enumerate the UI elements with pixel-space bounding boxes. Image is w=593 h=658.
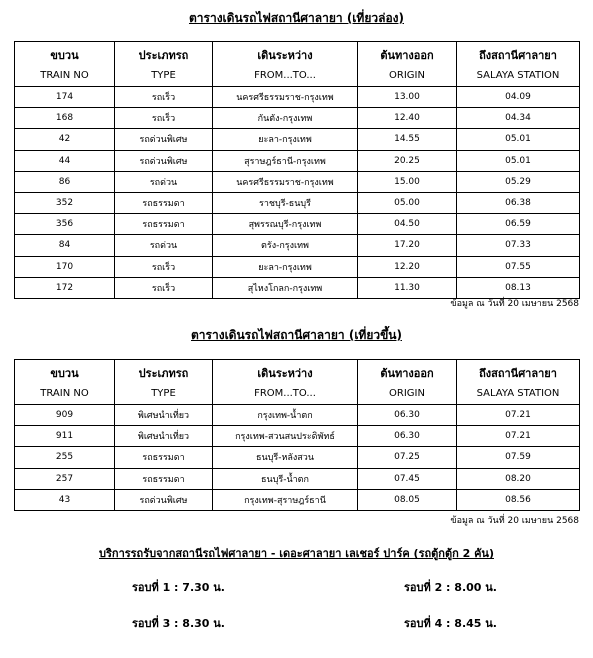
origin-cell: 06.30 [358, 405, 457, 426]
train-no-cell: 43 [15, 489, 115, 510]
route-cell: ธนบุรี-หลังสวน [213, 447, 358, 468]
header-type-en: TYPE [115, 382, 213, 405]
train-no-cell: 257 [15, 468, 115, 489]
arrival-cell: 05.29 [457, 171, 580, 192]
down-schedule-title: ตารางเดินรถไฟสถานีศาลายา (เที่ยวล่อง) [188, 11, 404, 25]
shuttle-trip-2: รอบที่ 2 : 8.00 น. [404, 581, 497, 594]
route-cell: กันตัง-กรุงเทพ [213, 108, 358, 129]
shuttle-trip-4: รอบที่ 4 : 8.45 น. [404, 617, 497, 630]
up-schedule-title: ตารางเดินรถไฟสถานีศาลายา (เที่ยวขึ้น) [191, 328, 402, 342]
arrival-cell: 07.55 [457, 256, 580, 277]
type-cell: รถธรรมดา [115, 447, 213, 468]
train-no-cell: 352 [15, 192, 115, 213]
type-cell: รถธรรมดา [115, 214, 213, 235]
route-cell: กรุงเทพ-สุราษฎร์ธานี [213, 489, 358, 510]
train-no-cell: 911 [15, 426, 115, 447]
route-cell: สุราษฎร์ธานี-กรุงเทพ [213, 150, 358, 171]
header-train-no-en: TRAIN NO [15, 64, 115, 87]
origin-cell: 06.30 [358, 426, 457, 447]
type-cell: รถเร็ว [115, 87, 213, 108]
header-train-no-en: TRAIN NO [15, 382, 115, 405]
route-cell: ธนบุรี-น้ำตก [213, 468, 358, 489]
type-cell: พิเศษนำเที่ยว [115, 405, 213, 426]
train-no-cell: 255 [15, 447, 115, 468]
origin-cell: 07.25 [358, 447, 457, 468]
arrival-cell: 06.59 [457, 214, 580, 235]
train-no-cell: 909 [15, 405, 115, 426]
arrival-cell: 07.21 [457, 405, 580, 426]
header-train-no-th: ขบวน [15, 360, 115, 383]
up-schedule-table [14, 359, 580, 511]
type-cell: รถด่วนพิเศษ [115, 150, 213, 171]
type-cell: รถเร็ว [115, 256, 213, 277]
route-cell: กรุงเทพ-สวนสนประดิพัทธ์ [213, 426, 358, 447]
arrival-cell: 04.09 [457, 87, 580, 108]
table-row [15, 256, 580, 277]
shuttle-trip-1: รอบที่ 1 : 7.30 น. [132, 581, 225, 594]
header-origin-th: ต้นทางออก [358, 360, 457, 383]
table-row [15, 214, 580, 235]
train-no-cell: 168 [15, 108, 115, 129]
header-salaya-th: ถึงสถานีศาลายา [457, 42, 580, 65]
header-route-en: FROM...TO... [213, 382, 358, 405]
origin-cell: 14.55 [358, 129, 457, 150]
arrival-cell: 07.21 [457, 426, 580, 447]
type-cell: รถเร็ว [115, 277, 213, 298]
shuttle-trip-3: รอบที่ 3 : 8.30 น. [132, 617, 225, 630]
train-no-cell: 170 [15, 256, 115, 277]
route-cell: นครศรีธรรมราช-กรุงเทพ [213, 87, 358, 108]
header-salaya-en: SALAYA STATION [457, 64, 580, 87]
header-route-en: FROM...TO... [213, 64, 358, 87]
header-salaya-en: SALAYA STATION [457, 382, 580, 405]
route-cell: สุพรรณบุรี-กรุงเทพ [213, 214, 358, 235]
origin-cell: 13.00 [358, 87, 457, 108]
train-no-cell: 42 [15, 129, 115, 150]
header-origin-en: ORIGIN [358, 64, 457, 87]
up-data-date-note: ข้อมูล ณ วันที่ 20 เมษายน 2568 [450, 516, 579, 526]
table-row [15, 489, 580, 510]
table-row [15, 129, 580, 150]
route-cell: สุไหงโกลก-กรุงเทพ [213, 277, 358, 298]
type-cell: รถด่วนพิเศษ [115, 489, 213, 510]
header-type-th: ประเภทรถ [115, 42, 213, 65]
header-origin-th: ต้นทางออก [358, 42, 457, 65]
arrival-cell: 05.01 [457, 150, 580, 171]
table-row [15, 426, 580, 447]
train-no-cell: 174 [15, 87, 115, 108]
type-cell: รถด่วน [115, 235, 213, 256]
type-cell: รถด่วน [115, 171, 213, 192]
route-cell: ยะลา-กรุงเทพ [213, 129, 358, 150]
header-type-en: TYPE [115, 64, 213, 87]
route-cell: ตรัง-กรุงเทพ [213, 235, 358, 256]
table-row [15, 405, 580, 426]
origin-cell: 12.40 [358, 108, 457, 129]
type-cell: รถธรรมดา [115, 468, 213, 489]
type-cell: รถเร็ว [115, 108, 213, 129]
table-row [15, 87, 580, 108]
type-cell: รถด่วนพิเศษ [115, 129, 213, 150]
train-no-cell: 172 [15, 277, 115, 298]
header-route-th: เดินระหว่าง [213, 42, 358, 65]
down-data-date-note: ข้อมูล ณ วันที่ 20 เมษายน 2568 [450, 299, 579, 309]
train-no-cell: 84 [15, 235, 115, 256]
arrival-cell: 07.59 [457, 447, 580, 468]
origin-cell: 07.45 [358, 468, 457, 489]
shuttle-service-title: บริการรถรับจากสถานีรถไฟศาลายา - เดอะศาลายา เลเชอร์ ปาร์ค (รถตู้กตู้ก 2 คัน) [99, 547, 494, 560]
header-origin-en: ORIGIN [358, 382, 457, 405]
header-route-th: เดินระหว่าง [213, 360, 358, 383]
header-train-no-th: ขบวน [15, 42, 115, 65]
table-row [15, 235, 580, 256]
origin-cell: 20.25 [358, 150, 457, 171]
table-row [15, 171, 580, 192]
table-row [15, 150, 580, 171]
table-row [15, 468, 580, 489]
route-cell: กรุงเทพ-น้ำตก [213, 405, 358, 426]
origin-cell: 15.00 [358, 171, 457, 192]
train-no-cell: 86 [15, 171, 115, 192]
table-row [15, 108, 580, 129]
route-cell: นครศรีธรรมราช-กรุงเทพ [213, 171, 358, 192]
arrival-cell: 08.56 [457, 489, 580, 510]
origin-cell: 11.30 [358, 277, 457, 298]
type-cell: รถธรรมดา [115, 192, 213, 213]
route-cell: ยะลา-กรุงเทพ [213, 256, 358, 277]
arrival-cell: 07.33 [457, 235, 580, 256]
origin-cell: 08.05 [358, 489, 457, 510]
arrival-cell: 08.13 [457, 277, 580, 298]
header-salaya-th: ถึงสถานีศาลายา [457, 360, 580, 383]
arrival-cell: 06.38 [457, 192, 580, 213]
type-cell: พิเศษนำเที่ยว [115, 426, 213, 447]
arrival-cell: 08.20 [457, 468, 580, 489]
origin-cell: 17.20 [358, 235, 457, 256]
arrival-cell: 05.01 [457, 129, 580, 150]
down-schedule-table [14, 41, 580, 299]
header-type-th: ประเภทรถ [115, 360, 213, 383]
train-no-cell: 356 [15, 214, 115, 235]
route-cell: ราชบุรี-ธนบุรี [213, 192, 358, 213]
table-row [15, 447, 580, 468]
table-row [15, 192, 580, 213]
origin-cell: 04.50 [358, 214, 457, 235]
arrival-cell: 04.34 [457, 108, 580, 129]
origin-cell: 05.00 [358, 192, 457, 213]
origin-cell: 12.20 [358, 256, 457, 277]
train-no-cell: 44 [15, 150, 115, 171]
